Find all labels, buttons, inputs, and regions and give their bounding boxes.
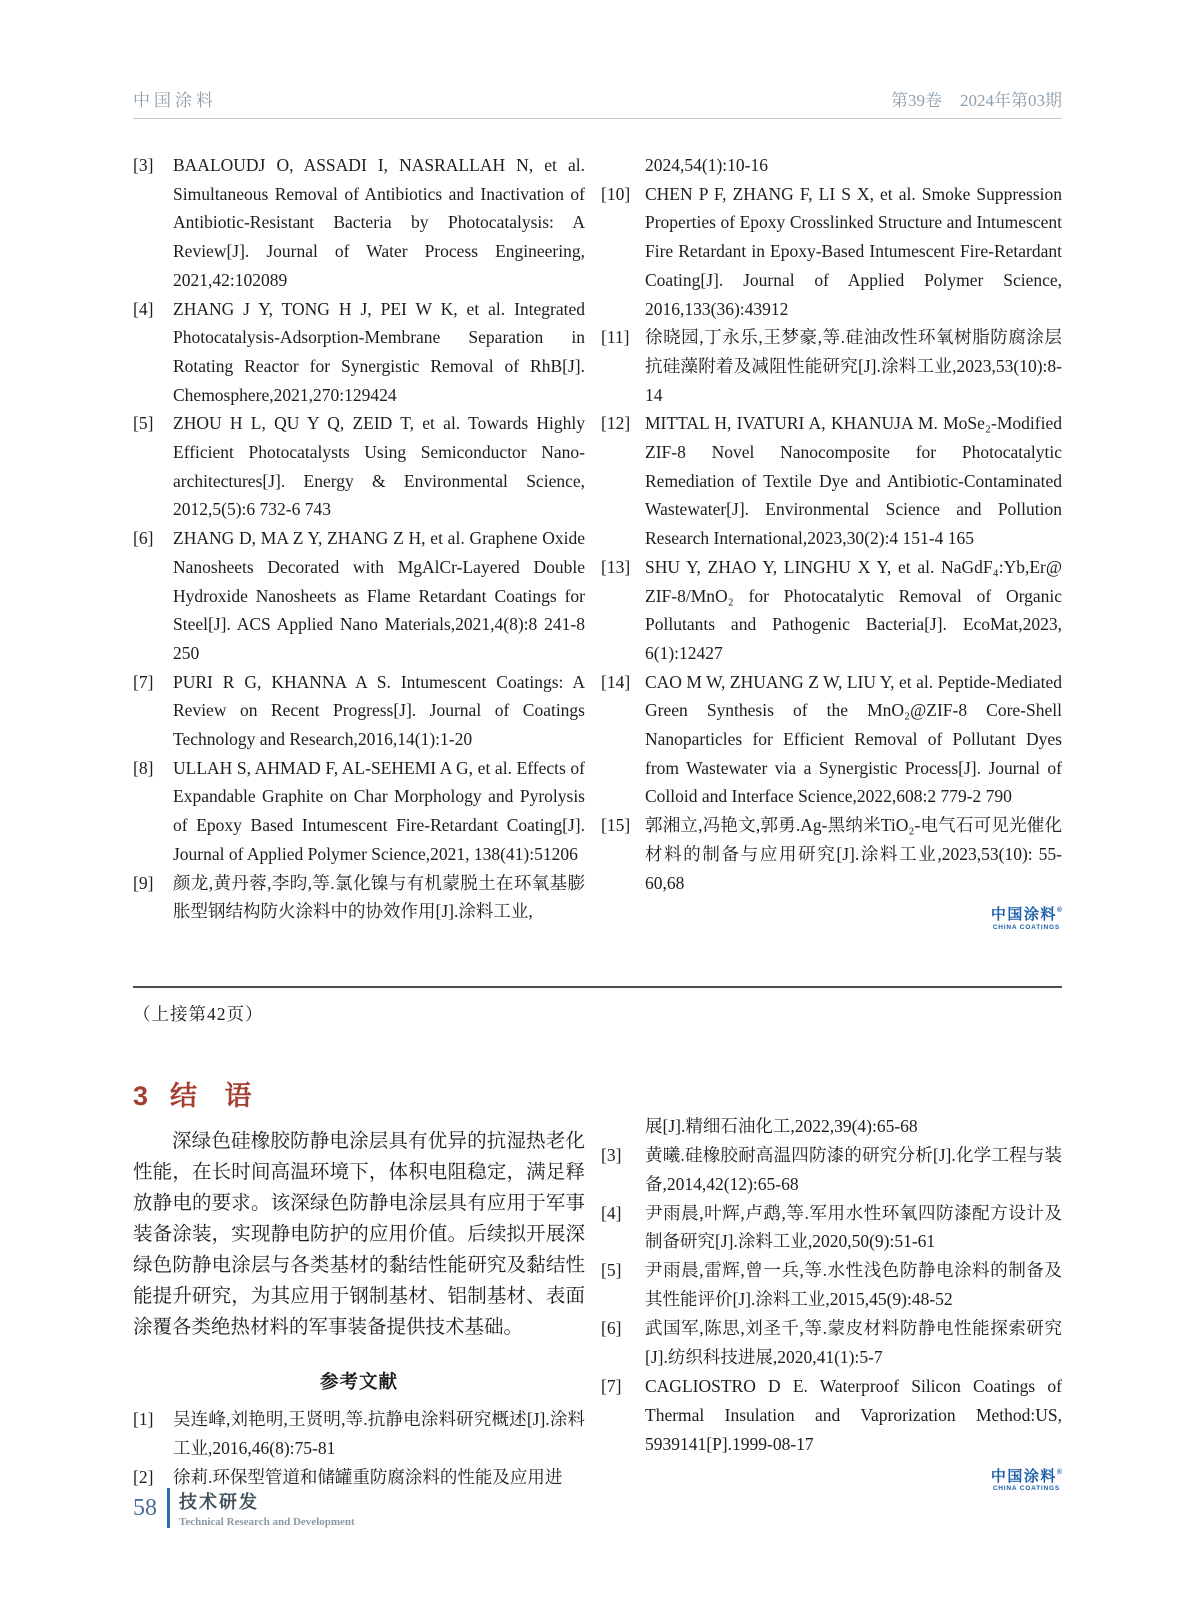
page-number: 58 [133,1494,157,1521]
footer-column-info [179,1488,355,1528]
reference-item [601,409,1062,553]
reference-item [601,553,1062,668]
reference-text: MITTAL H, IVATURI A, KHANUJA M. MoSe₂-Modified ZIF-8 Novel Nanocomposite for Photocatalytic Remediation of Textile Dye and Antibiotic-Contaminated Wastewater[J]. Environmental Science and Pollution Research International,2023,30(2):4 151-4 165 [645,413,1062,549]
reference-text: SHU Y, ZHAO Y, LINGHU X Y, et al. NaGdF₄:Yb,Er@ ZIF-8/MnO₂ for Photocatalytic Removal of Organic Pollutants and Pathogenic Bacteria[J]. EcoMat,2023, 6(1):12427 [645,556,1062,663]
reference-item [601,1141,1062,1199]
reference-number: [10] [601,183,631,204]
column-title-chinese: 技术研发 [179,1492,259,1512]
china-coatings-logo [991,907,1062,931]
logo-name: 中国涂料 [990,1467,1057,1485]
reference-text: CAGLIOSTRO D E. Waterproof Silicon Coatings of Thermal Insulation and Vaprorization Method:US, 5939141[P].1999-08-17 [645,1375,1062,1454]
conclusion-right-column [601,1074,1062,1495]
conclusion-paragraph: 深绿色硅橡胶防静电涂层具有优异的抗湿热老化性能，在长时间高温环境下，体积电阻稳定，满足释放静电的要求。该深绿色防静电涂层具有应用于军事装备涂装，实现静电防护的应用价值。后续拟开展深绿色防静电涂层与各类基材的黏结性能研究及黏结性能提升研究，为其应用于钢制基材、铝制基材、表面涂覆各类绝热材料的军事装备提供技术基础。 [133,1130,585,1338]
logo-chinese-text [991,907,1062,924]
reference-text: 尹雨晨,雷辉,曾一兵,等.水性浅色防静电涂料的制备及其性能评价[J].涂料工业,2015,45(9):48-52 [645,1260,1062,1310]
top-references-right-column [601,151,1062,934]
footer-divider-bar [167,1488,170,1528]
reference-text: ULLAH S, AHMAD F, AL-SEHEMI A G, et al. Effects of Expandable Graphite on Char Morphology and Pyrolysis of Epoxy Based Intumescent Fire-Retardant Coating[J]. Journal of Applied Polymer Science,2021, 138(41):51206 [173,757,585,864]
running-head [133,86,1062,119]
column-title-english: Technical Research and Development [179,1516,355,1528]
logo-row [601,907,1062,934]
section-heading [133,1074,585,1113]
logo-english-text: CHINA COATINGS [992,923,1060,931]
reference-text: ZHANG D, MA Z Y, ZHANG Z H, et al. Graphene Oxide Nanosheets Decorated with MgAlCr-Layered Double Hydroxide Nanosheets as Flame Retardant Coatings for Steel[J]. ACS Applied Nano Materials,2021,4(8):8 241-8 250 [173,528,585,663]
reference-text: PURI R G, KHANNA A S. Intumescent Coatings: A Review on Recent Progress[J]. Journal of Coatings Technology and Research,2016,14(1):1-20 [173,671,585,750]
reference-number: [4] [601,1202,622,1223]
continued-from-note: （上接第42页） [133,1003,264,1024]
reference-number: [13] [601,556,631,577]
reference-number: [5] [601,1260,622,1281]
reference-item [601,1314,1062,1372]
reference-item [601,668,1062,812]
journal-name: 中国涂料 [133,91,217,110]
reference-item [133,295,585,410]
references-heading: 参考文献 [319,1370,398,1392]
reference-item [133,754,585,869]
volume-label: 第39卷 [891,91,942,110]
logo-name: 中国涂料 [990,906,1057,924]
reference-number: [7] [133,671,154,692]
section-number: 3 [133,1080,149,1111]
reference-text: 吴连峰,刘艳明,王贤明,等.抗静电涂料研究概述[J].涂料工业,2016,46(8):75-81 [173,1408,585,1458]
reference-text: 武国军,陈思,刘圣千,等.蒙皮材料防静电性能探索研究[J].纺织科技进展,2020,41(1):5-7 [645,1318,1062,1368]
reference-number: [12] [601,413,631,434]
reference-item [601,811,1062,897]
reference-number: [6] [133,528,154,549]
reference-item [133,151,585,295]
issue-label: 2024年第03期 [960,91,1062,110]
reference-item [601,1256,1062,1314]
issue-info [891,86,1062,111]
reference-text: 颜龙,黄丹蓉,李昀,等.氯化镍与有机蒙脱土在环氧基膨胀型钢结构防火涂料中的协效作用[J].涂料工业, [173,872,585,922]
conclusion-left-column [133,1074,585,1495]
conclusion-section [133,1074,1062,1495]
registered-mark-icon: ® [1056,907,1062,915]
reference-text: 2024,54(1):10-16 [645,155,768,175]
section-title: 结 语 [170,1080,262,1111]
reference-text: ZHOU H L, QU Y Q, ZEID T, et al. Towards Highly Efficient Photocatalysts Using Semiconductor Nano-architectures[J]. Energy & Environmental Science, 2012,5(5):6 732-6 743 [173,413,585,520]
logo-english-text: CHINA COATINGS [992,1485,1060,1493]
reference-text: CAO M W, ZHUANG Z W, LIU Y, et al. Peptide-Mediated Green Synthesis of the MnO₂@ZIF-8 Core-Shell Nanoparticles for Efficient Removal of Pollutant Dyes from Wastewater via a Synergistic Process[J]. Journal of Colloid and Interface Science,2022,608:2 779-2 790 [645,671,1062,807]
section-divider [133,986,1062,988]
page-footer [133,1488,355,1528]
reference-number: [3] [601,1144,622,1165]
reference-item [601,323,1062,409]
reference-item [601,1372,1062,1459]
top-references-left-column [133,151,585,934]
reference-item [133,1405,585,1463]
reference-item [133,668,585,754]
reference-text: 徐莉.环保型管道和储罐重防腐涂料的性能及应用进 [173,1466,563,1487]
reference-text: 郭湘立,冯艳文,郭勇.Ag-黑纳米TiO₂-电气石可见光催化材料的制备与应用研究[J].涂料工业,2023,53(10): 55-60,68 [645,815,1062,893]
reference-item [133,524,585,668]
reference-text: 徐晓园,丁永乐,王梦豪,等.硅油改性环氧树脂防腐涂层抗硅藻附着及减阻性能研究[J].涂料工业,2023,53(10):8-14 [645,327,1062,405]
reference-number: [8] [133,757,154,778]
reference-text: 尹雨晨,叶辉,卢鹉,等.军用水性环氧四防漆配方设计及制备研究[J].涂料工业,2020,50(9):51-61 [645,1202,1062,1252]
reference-number: [15] [601,815,631,836]
reference-number: [5] [133,413,154,434]
reference-number: [3] [133,155,154,175]
reference-continuation [601,1112,1062,1141]
china-coatings-logo [991,1469,1062,1493]
reference-item [601,180,1062,324]
logo-row [601,1469,1062,1496]
reference-continuation [601,151,1062,180]
reference-number: [2] [133,1466,154,1487]
reference-number: [14] [601,671,631,692]
reference-text: CHEN P F, ZHANG F, LI S X, et al. Smoke Suppression Properties of Epoxy Crosslinked Structure and Intumescent Fire Retardant in Epoxy-Based Intumescent Fire-Retardant Coating[J]. Journal of Applied Polymer Science, 2016,133(36):43912 [645,183,1062,319]
logo-chinese-text [991,1469,1062,1486]
reference-text: BAALOUDJ O, ASSADI I, NASRALLAH N, et al. Simultaneous Removal of Antibiotics and Inactivation of Antibiotic-Resistant Bacteria by Photocatalysis: A Review[J]. Journal of Water Process Engineering, 2021,42:102089 [173,155,585,290]
reference-item [601,1199,1062,1257]
reference-item [133,409,585,524]
reference-number: [9] [133,872,154,893]
reference-number: [4] [133,298,154,319]
reference-text: ZHANG J Y, TONG H J, PEI W K, et al. Integrated Photocatalysis-Adsorption-Membrane Separation in Rotating Reactor for Synergistic Removal of RhB[J]. Chemosphere,2021,270:129424 [173,298,585,405]
top-references-section [133,151,1062,934]
reference-text: 黄曦.硅橡胶耐高温四防漆的研究分析[J].化学工程与装备,2014,42(12):65-68 [645,1144,1062,1194]
reference-number: [6] [601,1318,622,1339]
registered-mark-icon: ® [1056,1468,1062,1476]
reference-number: [7] [601,1375,622,1396]
reference-number: [1] [133,1408,154,1429]
reference-text: 展[J].精细石油化工,2022,39(4):65-68 [645,1115,918,1136]
reference-number: [11] [601,327,630,348]
reference-item [133,869,585,926]
